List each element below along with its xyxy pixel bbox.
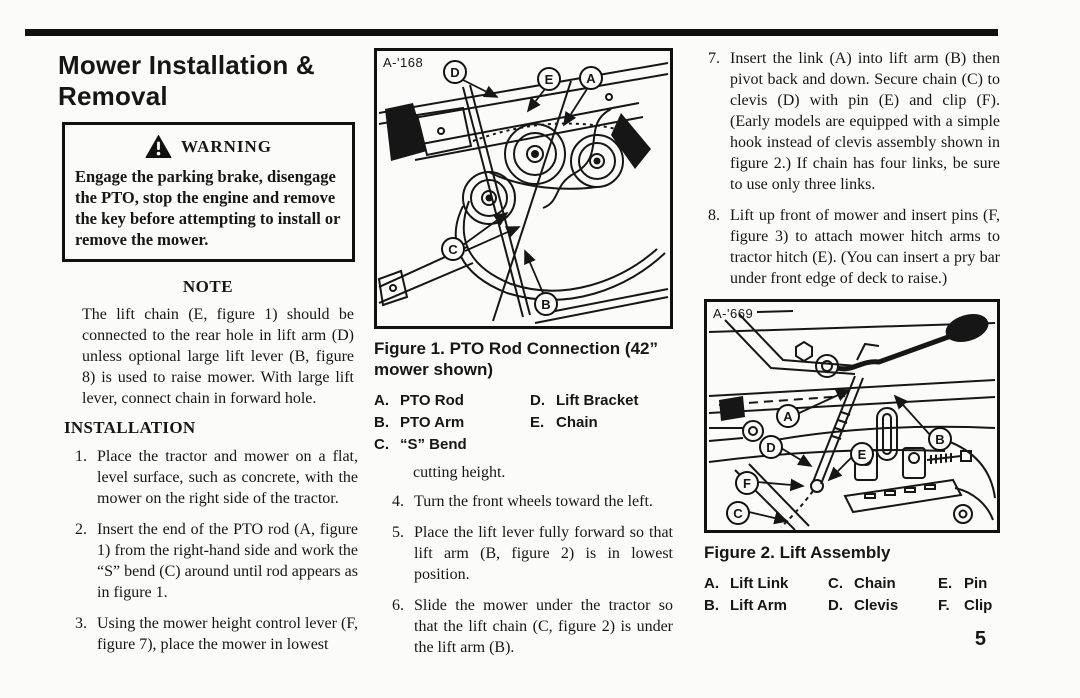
legend-key: E. [530,414,545,431]
legend-item [828,595,932,617]
installation-steps-7-8 [704,48,1000,289]
figure1-legend [374,390,673,456]
legend-item [530,390,673,412]
figure1-callout-c: C [441,237,465,261]
warning-box [62,122,355,262]
legend-item [374,412,524,434]
figure-2-image [704,299,1000,533]
installation-step-5 [392,522,673,585]
figure1-photo-id: A-'168 [383,55,424,70]
installation-steps-4-6 [374,491,673,658]
step-number: 4. [392,493,404,510]
legend-label: Chain [556,414,598,431]
figure2-callout-d: D [759,435,783,459]
step-number: 2. [75,521,87,538]
page-title: Mower Installation & Removal [58,50,315,111]
step-number: 1. [75,448,87,465]
figure2-callout-c: C [726,501,750,525]
page-number: 5 [974,628,986,650]
step-text: Insert the end of the PTO rod (A, figure 1) from the right-hand side and work the “S” bend (C) around until rod appears as in figure 1. [97,521,358,601]
legend-label: PTO Arm [400,414,465,431]
legend-label: Lift Bracket [556,392,639,409]
figure2-legend [704,573,1000,617]
step-text: Slide the mower under the tractor so that the lift chain (C, figure 2) is under the lift arm (B). [414,597,673,656]
step-text: Place the tractor and mower on a flat, level surface, such as concrete, with the mower on the right side of the tractor. [97,448,358,507]
step-text: Insert the link (A) into lift arm (B) then pivot back and down. Secure chain (C) to clevis (D) with pin (E) and clip (F). (Early models are equipped with a simple hook instead of clevis assembly shown in figure 2.) If chain has four links, be sure to use only three links. [730,50,1000,193]
figure2-callout-e: E [850,442,874,466]
installation-step-7 [708,48,1000,195]
legend-item [828,573,932,595]
warning-triangle-icon [145,135,172,159]
legend-item [704,595,822,617]
step-number: 5. [392,524,404,541]
step-text: Using the mower height control lever (F, figure 7), place the mower in lowest [97,615,358,653]
installation-step-3 [75,613,358,655]
figure1-callout-a: A [579,66,603,90]
step-text: Lift up front of mower and insert pins (F, figure 3) to attach mower hitch arms to tractor hitch (E). (You can insert a pry bar under front edge of deck to raise.) [730,207,1000,287]
figure1-caption: Figure 1. PTO Rod Connection (42” mower shown) [374,339,658,379]
figure2-photo-id: A-'669 [713,306,754,321]
step-number: 7. [708,50,720,67]
legend-key: C. [374,436,389,453]
legend-key: A. [374,392,389,409]
legend-label: “S” Bend [400,436,467,453]
legend-item [374,390,524,412]
step-number: 6. [392,597,404,614]
figure1-callout-e: E [537,67,561,91]
step-text: Turn the front wheels toward the left. [414,493,653,510]
legend-key: B. [374,414,389,431]
warning-text: Engage the parking brake, disengage the PTO, stop the engine and remove the key before attempting to install or remove the mower. [75,167,341,249]
installation-step-1 [75,446,358,509]
figure2-callout-a: A [776,404,800,428]
legend-item [938,573,1000,595]
figure1-drawing [377,51,670,326]
installation-step-4 [392,491,673,512]
legend-label: Clip [964,597,993,614]
installation-step-8 [708,205,1000,289]
warning-header [75,135,342,159]
installation-step-2 [75,519,358,603]
figure-1-image [374,48,673,329]
step-3-continuation: cutting height. [413,464,506,481]
legend-key: F. [938,597,950,614]
legend-label: Lift Link [730,575,789,592]
step-text: Place the lift lever fully forward so that lift arm (B, figure 2) is in lowest position. [414,524,673,583]
legend-label: Pin [964,575,988,592]
top-rule [25,29,998,36]
legend-key: B. [704,597,719,614]
legend-key: D. [828,597,843,614]
note-text: The lift chain (E, figure 1) should be connected to the rear hole in lift arm (D) unless optional large lift lever (B, figure 8) is used to raise mower. With large lift lever, connect chain in forward hole. [82,306,354,407]
installation-heading: INSTALLATION [64,418,196,437]
legend-key: A. [704,575,719,592]
warning-label: WARNING [180,137,273,156]
note-heading: NOTE [182,277,234,296]
legend-label: Clevis [854,597,899,614]
legend-label: PTO Rod [400,392,464,409]
figure2-callout-b: B [928,427,952,451]
legend-item [938,595,1000,617]
legend-key: D. [530,392,545,409]
installation-steps-1-3 [58,446,358,655]
legend-item [530,412,673,434]
installation-step-6 [392,595,673,658]
figure2-caption: Figure 2. Lift Assembly [704,543,891,562]
legend-key: C. [828,575,843,592]
step-number: 3. [75,615,87,632]
figure2-drawing [707,302,997,530]
right-column [704,46,1000,651]
legend-item [374,434,524,456]
legend-label: Chain [854,575,896,592]
legend-key: E. [938,575,953,592]
middle-column [374,48,673,668]
step-number: 8. [708,207,720,224]
figure1-callout-b: B [534,292,558,316]
left-column [58,50,358,665]
figure1-callout-d: D [443,60,467,84]
figure2-callout-f: F [735,471,759,495]
legend-item [704,573,822,595]
legend-label: Lift Arm [730,597,787,614]
